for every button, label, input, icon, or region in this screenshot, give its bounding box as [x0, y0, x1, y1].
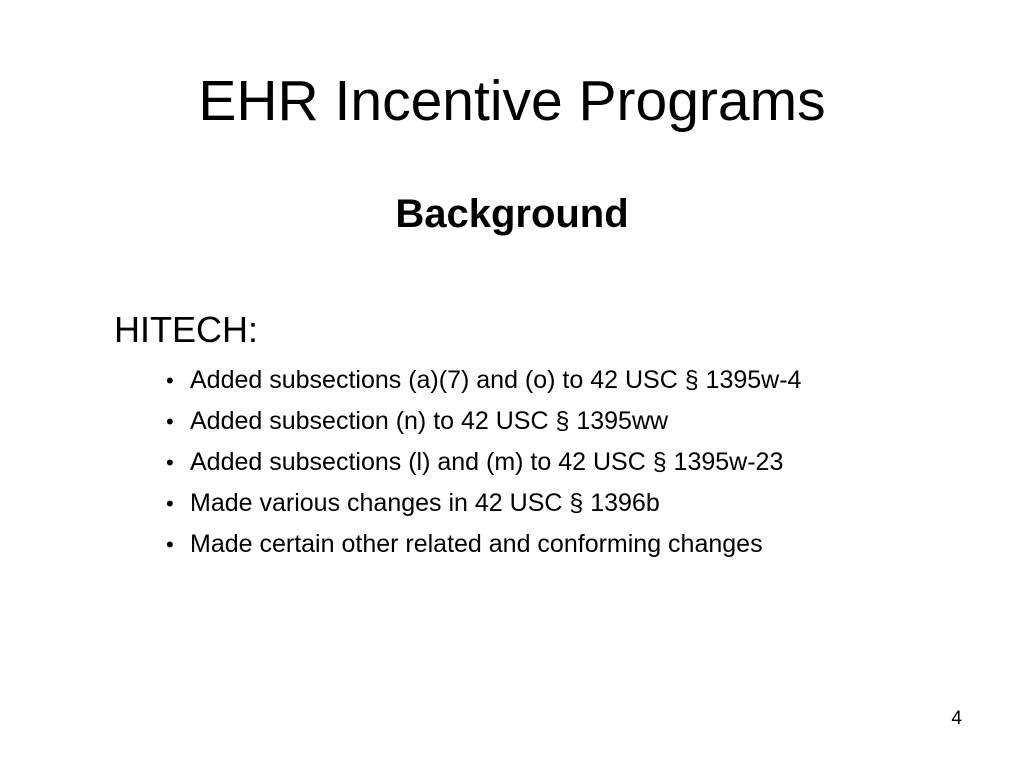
bullet-item — [166, 442, 986, 483]
bullet-icon: • — [166, 450, 174, 475]
bullet-icon: • — [166, 409, 174, 434]
bullet-text: Added subsections (a)(7) and (o) to 42 USC § 1395w-4 — [190, 366, 802, 394]
section-heading: HITECH: — [114, 309, 258, 350]
bullet-text: Made certain other related and conforming changes — [190, 530, 763, 558]
bullet-item — [166, 360, 986, 401]
bullet-text: Made various changes in 42 USC § 1396b — [190, 489, 660, 517]
page-number: 4 — [951, 708, 962, 729]
bullet-icon: • — [166, 368, 174, 393]
bullet-item — [166, 401, 986, 442]
slide-title: EHR Incentive Programs — [198, 69, 826, 133]
bullet-icon: • — [166, 532, 174, 557]
bullet-item — [166, 524, 986, 565]
bullet-icon: • — [166, 491, 174, 516]
slide-subtitle: Background — [395, 192, 629, 236]
bullet-text: Added subsections (l) and (m) to 42 USC § 1395w-23 — [190, 448, 784, 476]
bullet-text: Added subsection (n) to 42 USC § 1395ww — [190, 407, 669, 435]
bullet-item — [166, 483, 986, 524]
bullet-list — [166, 360, 986, 565]
